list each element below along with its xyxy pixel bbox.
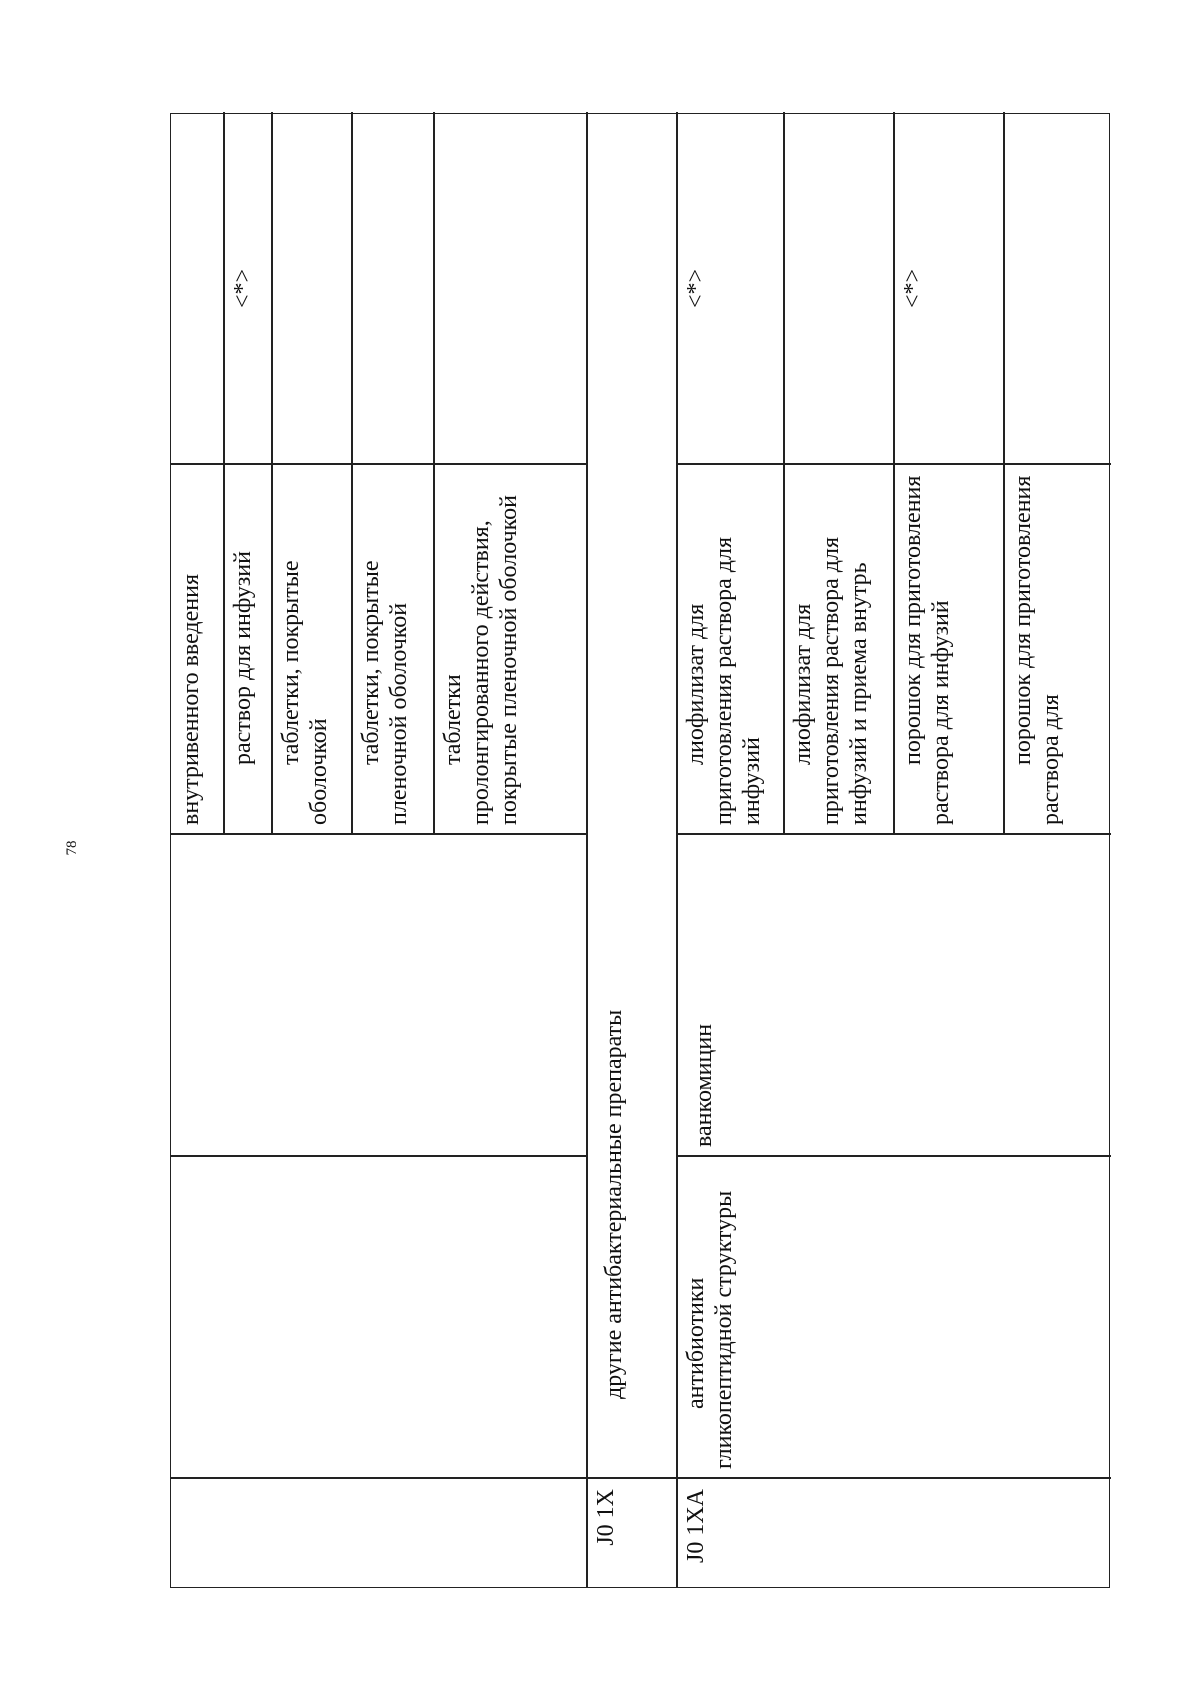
atc-code: J0 1X (593, 1489, 619, 1546)
atc-code-cell (586, 1479, 676, 1587)
form-cell (223, 465, 271, 835)
form-text: внутривенного введения (178, 573, 204, 825)
form-text: таблетки пролонгированного действия, покрытые пленочной оболочкой (440, 495, 522, 825)
group-name: антибиотики гликопептидной структуры (683, 1190, 737, 1469)
substance-cell (676, 835, 736, 1157)
form-text: таблетки, покрытые пленочной оболочкой (358, 560, 412, 825)
group-cell (586, 112, 676, 1479)
table-container (170, 113, 1110, 1588)
form-text: таблетки, покрытые оболочкой (278, 560, 332, 825)
form-cell (351, 465, 433, 835)
form-text: раствор для инфузий (230, 551, 256, 765)
form-cell (1003, 465, 1111, 835)
mark-cell (676, 112, 783, 465)
mark-text: <*> (230, 268, 256, 309)
mark-cell (893, 112, 1003, 465)
form-cell (171, 465, 223, 835)
form-text: лиофилизат для приготовления раствора для инфузий (683, 537, 765, 825)
mark-text: <*> (900, 268, 926, 309)
col-divider (171, 1478, 586, 1480)
group-name: другие антибактериальные препараты (601, 1009, 627, 1399)
mark-cell (223, 112, 271, 465)
form-text: порошок для приготовления раствора для инфузий (900, 475, 954, 825)
form-cell (433, 465, 586, 835)
atc-code: J0 1XA (683, 1489, 709, 1564)
page-number: 78 (64, 840, 80, 856)
form-cell (271, 465, 351, 835)
form-text: лиофилизат для приготовления раствора для инфузий и приема внутрь (790, 537, 872, 825)
drug-table (170, 113, 1110, 1588)
form-cell (676, 465, 783, 835)
mark-text: <*> (683, 268, 709, 309)
atc-code-cell (676, 1479, 776, 1587)
form-text: порошок для приготовления раствора для (1010, 475, 1064, 825)
form-cell (893, 465, 1003, 835)
form-cell (783, 465, 893, 835)
substance-name: ванкомицин (691, 1023, 717, 1147)
group-cell (676, 1157, 876, 1479)
col-divider (171, 1156, 586, 1158)
